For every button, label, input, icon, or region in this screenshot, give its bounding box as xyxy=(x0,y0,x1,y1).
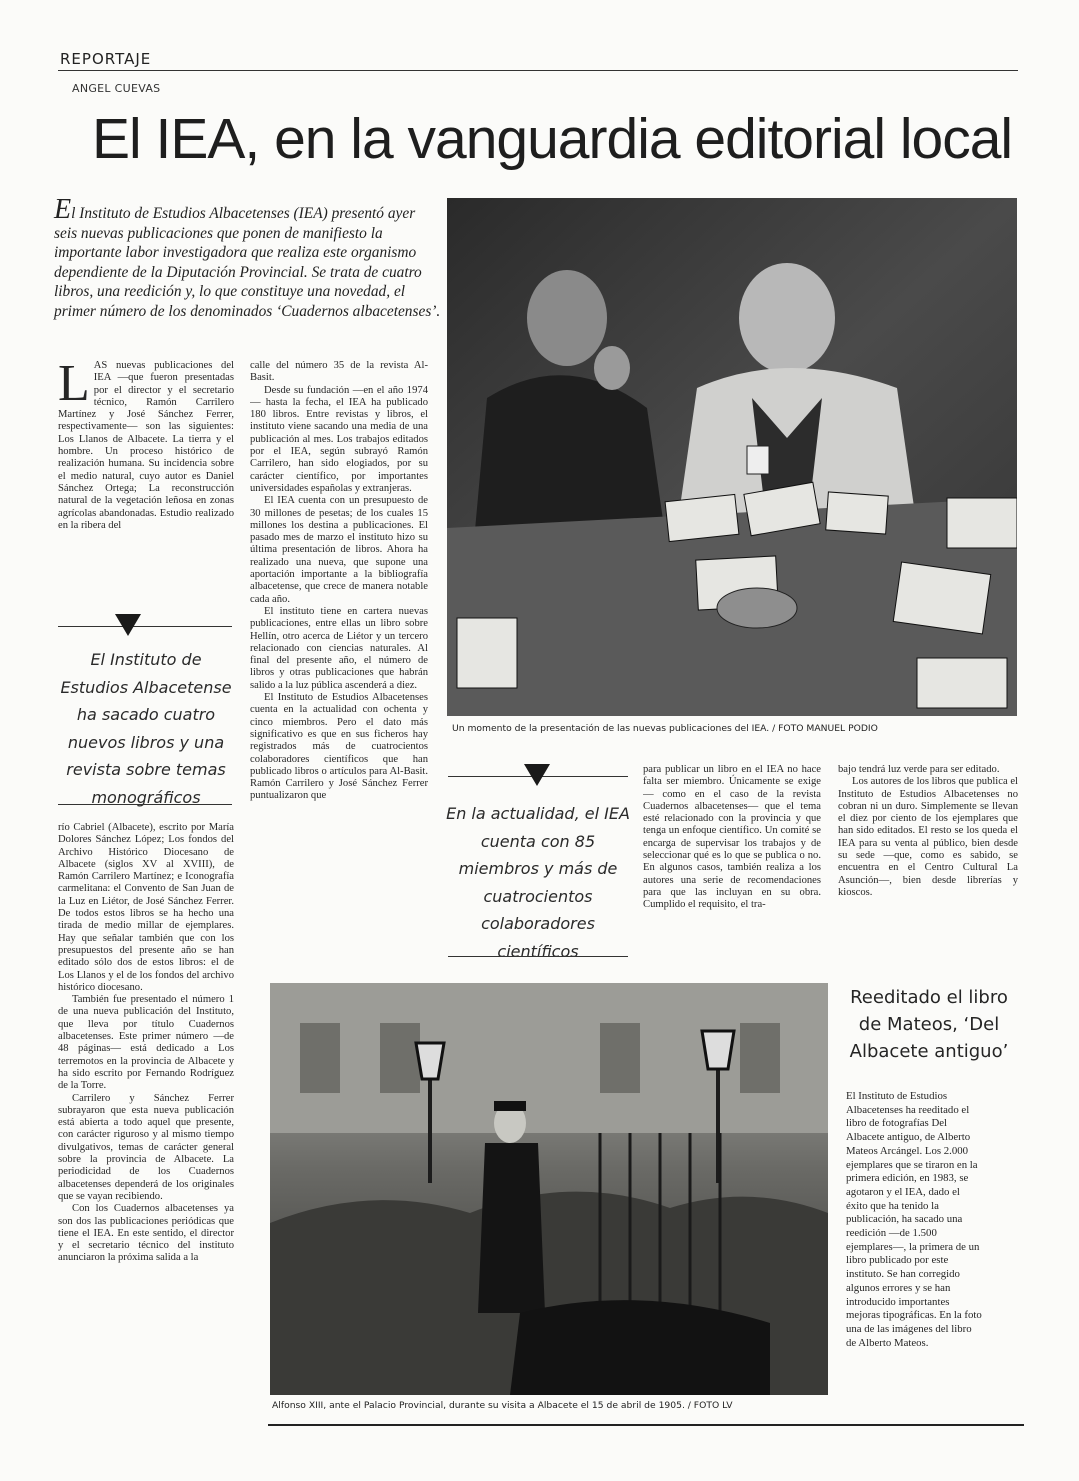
photo-presentation-image xyxy=(447,198,1017,716)
byline: ANGEL CUEVAS xyxy=(72,82,161,95)
section-label: REPORTAJE xyxy=(60,50,152,68)
sidebar-text: El Instituto de Estudios Albacetenses ha reeditado el libro de fotografías Del Albacete antiguo, de Alberto Mateos Arcángel. Los 2.000 ejemplares que se tiraron en la primera edición, en 1983, se agotaron y el IEA, dado el éxito que ha tenido la publicación, ha sacado una reedición —de 1.500 ejemplares—, la primera de un libro publicado por este instituto. Se han corregido algunos errores y se han introducido importantes mejoras tipográficas. En la foto una de las imágenes del libro de Alberto Mateos. xyxy=(846,1090,982,1349)
column-2-paragraph: El Instituto de Estudios Albacetenses cuenta en la actualidad con ochenta y cinco miembros. Pero el dato más significativo es que en sus ficheros hay registrados más de cuatrocientos colaboradores científicos que han publicado libros o artículos para Al-Basit. Ramón Carrilero y José Sánchez Ferrer puntualizaron que xyxy=(250,692,428,802)
photo-presentation-caption: Un momento de la presentación de las nuevas publicaciones del IEA. / FOTO MANUEL PODIO xyxy=(452,723,878,734)
body-dropcap: L xyxy=(58,360,90,412)
column-1-paragraph: Con los Cuadernos albacetenses ya son dos las publicaciones periódicas que tiene el IEA. En este sentido, el director y el secretario técnico del instituto anunciaron la próxima salida a la xyxy=(58,1203,234,1264)
lede xyxy=(54,194,442,321)
photo-alfonso-xiii xyxy=(270,983,828,1395)
pull-quote-1-triangle-icon xyxy=(115,614,141,636)
sidebar-headline: Reeditado el libro de Mateos, ‘Del Albacete antiguo’ xyxy=(849,987,1009,1062)
photo-alfonso-xiii-image xyxy=(270,983,828,1395)
column-4 xyxy=(643,764,821,964)
column-1-paragraph: Carrilero y Sánchez Ferrer subrayaron que esta nueva publicación está abierta a todo aquel que presente, con carácter riguroso y al mismo tiempo divulgativos, temas de carácter general sobre la provincia de Albacete. La periodicidad de los Cuadernos albacetenses dependerá de los originales que se vayan recibiendo. xyxy=(58,1092,234,1202)
column-5 xyxy=(838,764,1018,964)
column-5-paragraph: Los autores de los libros que publica el Instituto de Estudios Albacetenses no cobran ni un duro. Simplemente se llevan el diez por ciento de los ejemplares que han sido editados. El resto se los queda el IEA para su venta al público, bien desde su sede —que, como es sabido, se encuentra en el Centro Cultural La Asunción—, bien desde librerías y kioscos. xyxy=(838,776,1018,898)
photo-alfonso-xiii-caption: Alfonso XIII, ante el Palacio Provincial, durante su visita a Albacete el 15 de abril de 1905. / FOTO LV xyxy=(272,1400,733,1411)
pull-quote-1: El Instituto de Estudios Albacetense ha sacado cuatro nuevos libros y una revista sobre temas monográficos xyxy=(60,650,232,807)
pull-quote-1-rule-bottom xyxy=(58,804,232,805)
pull-quote-1-rule-top xyxy=(58,626,232,627)
column-1-paragraph: También fue presentado el número 1 de una nueva publicación del Instituto, que lleva por título Cuadernos albacetenses. Este primer número —de 48 páginas— está dedicado a Los terremotos en la provincia de Albacete y ha sido escrito por Fernando Rodríguez de la Torre. xyxy=(58,994,234,1092)
column-5-paragraph: bajo tendrá luz verde para ser editado. xyxy=(838,764,1000,775)
pull-quote-2-rule-bottom xyxy=(448,956,628,957)
column-1-top-text: AS nuevas publicaciones del IEA —que fueron presentadas por el director y el secretario técnico, Ramón Carrilero Martínez y José Sánchez Ferrer, respectivamente— son las siguientes: Los Llanos de Albacete. La tierra y el hombre. Un proceso histórico de realización humana. Su incidencia sobre el medio natural, cuyo autor es Daniel Sánchez Ortega; La reconstrucción natural de la vegetación leñosa en zonas agrícolas abandonadas. Estudio realizado en la ribera del xyxy=(58,360,234,531)
column-2-paragraph: Desde su fundación —en el año 1974— hasta la fecha, el IEA ha publicado 180 libros. Entre revistas y libros, el instituto viene sacando una media de una publicación al mes. Los trabajos editados por el IEA, según subrayó Ramón Carrilero, han sido elogiados, por su carácter científico, por importantes universidades españolas y extranjeras. xyxy=(250,384,428,494)
lede-text: l Instituto de Estudios Albacetenses (IEA) presentó ayer seis nuevas publicaciones que ponen de manifiesto la importante labor investigadora que realiza este organismo dependiente de la Diputación Provincial. Se trata de cuatro libros, una reedición y, lo que constituye una novedad, el primer número de los denominados ‘Cuadernos albacetenses’. xyxy=(54,205,441,320)
bottom-rule xyxy=(268,1424,1024,1426)
column-2-paragraph: El IEA cuenta con un presupuesto de 30 millones de pesetas; de los cuales 15 millones los destina a publicaciones. El pasado mes de marzo el instituto hizo su última presentación de libros. Ahora ha realizado una nueva, que supone una aportación importante a la bibliografía albacetense, que crece de manera notable cada año. xyxy=(250,495,428,605)
lede-dropcap: E xyxy=(54,194,72,225)
photo-presentation xyxy=(447,198,1017,716)
pull-quote-2-triangle-icon xyxy=(524,764,550,786)
headline: El IEA, en la vanguardia editorial local xyxy=(92,107,1013,171)
column-2-paragraph: El instituto tiene en cartera nuevas publicaciones, entre ellas un libro sobre Hellín, otro acerca de Liétor y un tercero relacionado con ciencias naturales. Al final del presente año, el número de libros y otras publicaciones que habrán salido a la luz pública ascenderá a diez. xyxy=(250,605,428,691)
pull-quote-2: En la actualidad, el IEA cuenta con 85 miembros y más de cuatrocientos colaboradores científicos xyxy=(446,804,630,961)
column-1-bottom xyxy=(58,822,234,1428)
column-1-top xyxy=(58,360,234,588)
column-1-paragraph: río Cabriel (Albacete), escrito por María Dolores Sánchez López; Los fondos del Archivo Histórico Diocesano de Albacete (siglos XV al XVIII), de Ramón Carrilero Martínez; e Iconografía carmelitana: el Convento de San Juan de la Luz en Liétor, de José Sánchez Ferrer. De todos estos libros se ha hecho una tirada de medio millar de ejemplares. Hay que señalar también que con los presupuestos del presente año se han editado sólo dos de estos libros: el de Los Llanos y el de los fondos del archivo histórico diocesano. xyxy=(58,822,234,993)
header-rule xyxy=(58,70,1018,71)
column-2-paragraph: calle del número 35 de la revista Al-Basit. xyxy=(250,360,428,384)
column-4-text: para publicar un libro en el IEA no hace falta ser miembro. Únicamente se exige — como en el caso de la revista Cuadernos albacetenses— que el tema esté relacionado con la provincia y que tenga un enfoque científico. Un comité se encarga de supervisar los trabajos y de seleccionar qué es lo que se publica o no. En algunos casos, también realiza a los autores una serie de recomendaciones para que las incluyan en su obra. Cumplido el requisito, el tra- xyxy=(643,764,821,911)
column-2 xyxy=(250,360,428,965)
